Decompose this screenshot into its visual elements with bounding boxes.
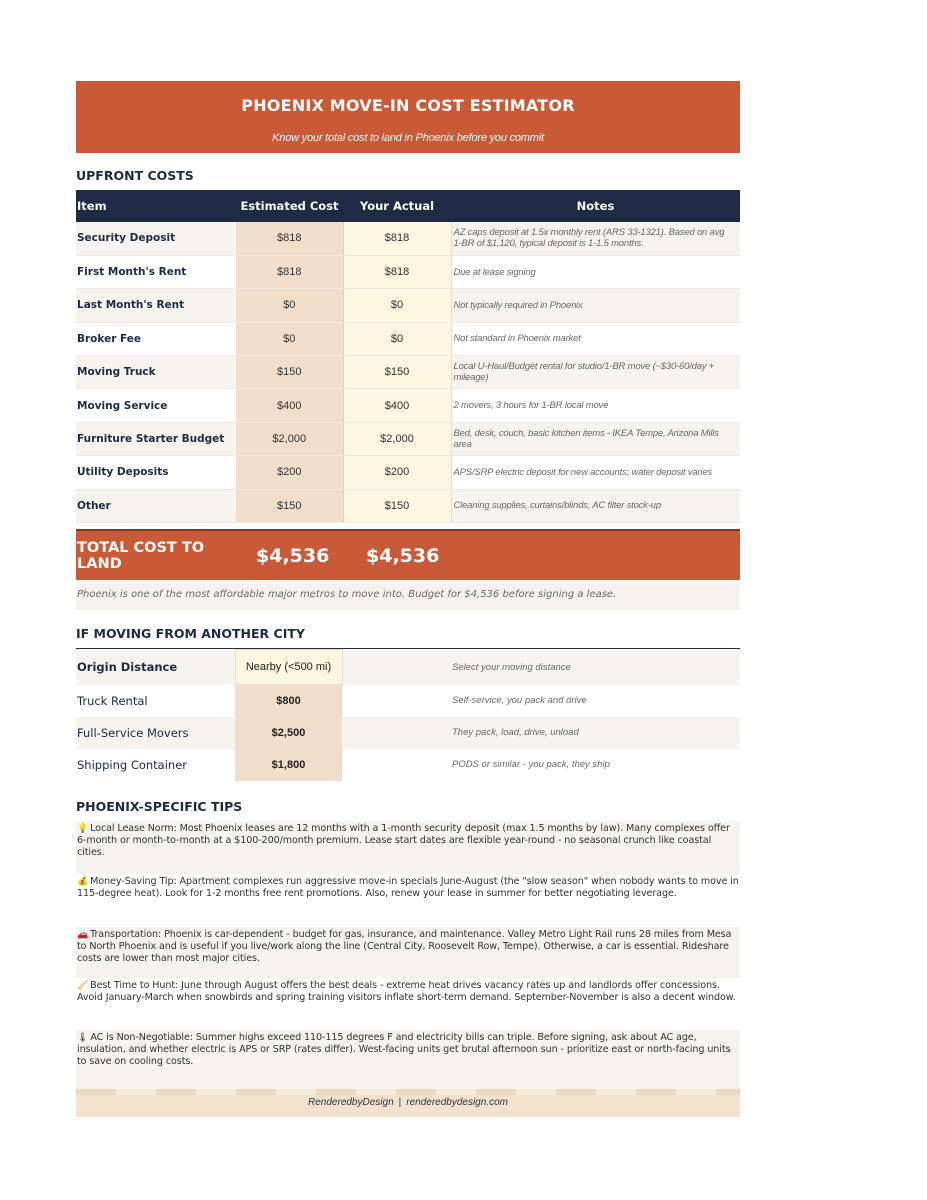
col-header-item: Item [76, 190, 236, 222]
row-note: 2 movers, 3 hours for 1-BR local move [451, 389, 740, 422]
title-banner [76, 81, 740, 153]
row-actual-cost-input[interactable]: $200 [343, 456, 451, 489]
row-note: Due at lease signing [451, 255, 740, 288]
tip-money-saving [76, 874, 740, 927]
thermometer-icon: 🌡 [77, 1032, 89, 1043]
moving-option-label: Shipping Container [76, 749, 235, 781]
estimator-sheet [76, 81, 740, 1117]
empty-cell [342, 717, 450, 749]
row-note: Not typically required in Phoenix [451, 289, 740, 322]
upfront-costs-table [76, 190, 740, 523]
row-actual-cost-input[interactable]: $818 [343, 222, 451, 255]
origin-distance-label: Origin Distance [76, 650, 235, 685]
empty-cell [342, 685, 450, 717]
row-item-label: Moving Truck [76, 356, 236, 389]
lightbulb-icon: 💡 [77, 823, 89, 834]
row-estimated-cost: $200 [236, 456, 343, 489]
upfront-section-title: UPFRONT COSTS [76, 153, 740, 190]
row-actual-cost-input[interactable]: $818 [343, 255, 451, 288]
tip-transportation [76, 927, 740, 978]
empty-cell [342, 650, 450, 685]
moving-option-note: They pack, load, drive, unload [450, 717, 740, 749]
table-row [76, 356, 740, 389]
row-estimated-cost: $150 [236, 356, 343, 389]
tip-ac [76, 1030, 740, 1089]
row-item-label: Broker Fee [76, 322, 236, 355]
page-title: PHOENIX MOVE-IN COST ESTIMATOR [241, 96, 575, 115]
total-estimated-value: $4,536 [256, 544, 330, 567]
col-header-notes: Notes [451, 190, 740, 222]
tip-text: Transportation: Phoenix is car-dependent - budget for gas, insurance, and maintenance. Valley Metro Light Rail runs 28 miles from Mesa to North Phoenix and is useful if you live/work along the line (Central City, Roosevelt Row, Tempe). Otherwise, a car is essential. Rideshare costs are lower than most major cities. [77, 928, 732, 965]
table-header-row [76, 190, 740, 222]
table-row [76, 717, 740, 749]
tip-text: Best Time to Hunt: June through August offers the best deals - extreme heat drives vacancy rates up and landlords offer concessions. Avoid January-March when snowbirds and spring training visitors inflate short-term demand. September-November is also a decent window. [77, 979, 736, 1003]
row-estimated-cost: $818 [236, 255, 343, 288]
row-actual-cost-input[interactable]: $400 [343, 389, 451, 422]
tip-text: Local Lease Norm: Most Phoenix leases are 12 months with a 1-month security deposit (max 1.5 months by law). Many complexes offer 6-month or month-to-month at a $100-200/month premium. Lease start dates are flexible year-round - no seasonal crunch like coastal cities. [77, 822, 730, 859]
row-actual-cost-input[interactable]: $0 [343, 289, 451, 322]
origin-distance-row [76, 650, 740, 685]
table-row [76, 489, 740, 522]
moving-option-cost: $800 [235, 685, 342, 717]
row-item-label: Furniture Starter Budget [76, 422, 236, 455]
row-note: Local U-Haul/Budget rental for studio/1-BR move (~$30-60/day + mileage) [451, 356, 740, 389]
row-actual-cost-input[interactable]: $150 [343, 356, 451, 389]
table-row [76, 456, 740, 489]
row-item-label: Other [76, 489, 236, 522]
moving-option-cost: $2,500 [235, 717, 342, 749]
row-note: AZ caps deposit at 1.5x monthly rent (ARS 33-1321). Based on avg 1-BR of $1,120, typical deposit is 1-1.5 months. [451, 222, 740, 255]
tip-text: AC is Non-Negotiable: Summer highs exceed 110-115 degrees F and electricity bills can triple. Before signing, ask about AC age, insulation, and whether electric is APS or SRP (rates differ). West-facing units get brutal afternoon sun - prioritize east or north-facing units to save on cooling costs. [77, 1031, 731, 1068]
total-label: TOTAL COST TO LAND [77, 539, 205, 572]
row-estimated-cost: $0 [236, 322, 343, 355]
table-row [76, 255, 740, 288]
col-header-actual: Your Actual [343, 190, 451, 222]
row-item-label: Security Deposit [76, 222, 236, 255]
table-row [76, 685, 740, 717]
row-actual-cost-input[interactable]: $2,000 [343, 422, 451, 455]
table-row [76, 749, 740, 781]
car-icon: 🚗 [77, 929, 89, 940]
moving-option-cost: $1,800 [235, 749, 342, 781]
table-row [76, 322, 740, 355]
total-summary-note: Phoenix is one of the most affordable major metros to move into. Budget for $4,536 before signing a lease. [76, 580, 740, 610]
empty-cell [342, 749, 450, 781]
moving-costs-table [76, 649, 740, 781]
tips-section-title: PHOENIX-SPECIFIC TIPS [76, 781, 740, 821]
row-note: Bed, desk, couch, basic kitchen items - IKEA Tempe, Arizona Mills area [451, 422, 740, 455]
row-note: Not standard in Phoenix market [451, 322, 740, 355]
footer [76, 1089, 740, 1117]
total-actual-value: $4,536 [366, 544, 440, 567]
row-note: APS/SRP electric deposit for new accounts; water deposit varies [451, 456, 740, 489]
page-subtitle: Know your total cost to land in Phoenix before you commit [272, 132, 544, 144]
broom-icon: 🧹 [77, 980, 89, 991]
table-row [76, 222, 740, 255]
tip-lease-norm [76, 821, 740, 874]
row-item-label: First Month's Rent [76, 255, 236, 288]
moving-option-note: PODS or similar - you pack, they ship [450, 749, 740, 781]
tip-text: Money-Saving Tip: Apartment complexes run aggressive move-in specials June-August (the "slow season" when nobody wants to move in 115-degree heat). Look for 1-2 months free rent promotions. Also, renew your lease in summer for better negotiating leverage. [77, 875, 739, 899]
total-cost-bar [76, 529, 740, 580]
tip-best-time [76, 978, 740, 1030]
footer-brand: RenderedbyDesign [308, 1096, 394, 1108]
col-header-estimated: Estimated Cost [236, 190, 343, 222]
row-item-label: Utility Deposits [76, 456, 236, 489]
money-bag-icon: 💰 [77, 876, 89, 887]
table-row [76, 289, 740, 322]
row-estimated-cost: $400 [236, 389, 343, 422]
moving-option-label: Full-Service Movers [76, 717, 235, 749]
origin-distance-hint: Select your moving distance [450, 650, 740, 685]
moving-option-label: Truck Rental [76, 685, 235, 717]
row-note: Cleaning supplies, curtains/blinds, AC filter stock-up [451, 489, 740, 522]
footer-separator: | [398, 1096, 402, 1108]
row-estimated-cost: $2,000 [236, 422, 343, 455]
table-row [76, 389, 740, 422]
row-estimated-cost: $0 [236, 289, 343, 322]
table-row [76, 422, 740, 455]
row-estimated-cost: $150 [236, 489, 343, 522]
row-actual-cost-input[interactable]: $150 [343, 489, 451, 522]
row-estimated-cost: $818 [236, 222, 343, 255]
row-item-label: Last Month's Rent [76, 289, 236, 322]
footer-site-link[interactable]: renderedbydesign.com [406, 1096, 508, 1108]
moving-section-title: IF MOVING FROM ANOTHER CITY [76, 610, 740, 649]
moving-option-note: Self-service, you pack and drive [450, 685, 740, 717]
row-item-label: Moving Service [76, 389, 236, 422]
origin-distance-select[interactable]: Nearby (<500 mi) [235, 650, 342, 685]
row-actual-cost-input[interactable]: $0 [343, 322, 451, 355]
